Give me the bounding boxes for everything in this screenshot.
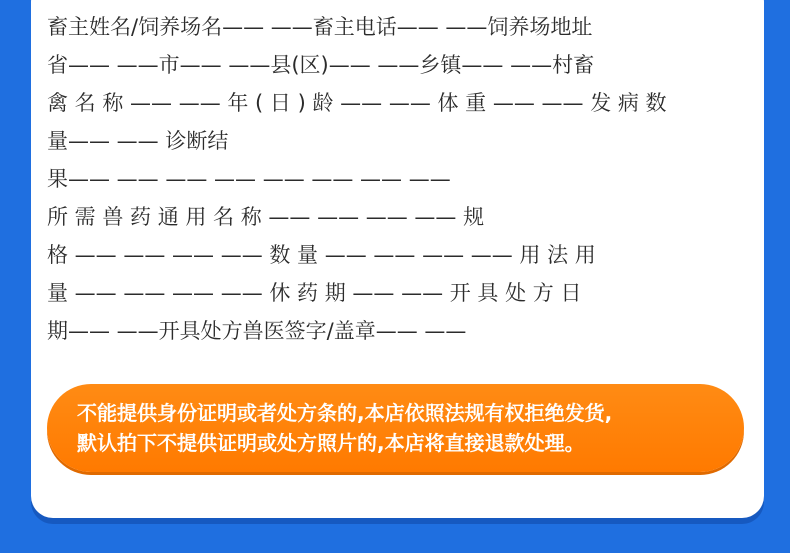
prescription-form — [47, 8, 745, 350]
notice-line-2: 默认拍下不提供证明或处方照片的,本店将直接退款处理。 — [77, 431, 585, 455]
form-line-spec: 格 —— —— —— —— 数 量 —— —— —— —— 用 法 用 — [47, 243, 596, 267]
form-line-signature: 期—— ——开具处方兽医签字/盖章—— —— — [47, 319, 467, 343]
form-line-owner: 畜主姓名/饲养场名—— ——畜主电话—— ——饲养场地址 — [47, 15, 593, 39]
form-line-diagnosis: 果—— —— —— —— —— —— —— —— — [47, 167, 451, 191]
form-line-animal: 禽 名 称 —— —— 年 ( 日 ) 龄 —— —— 体 重 —— —— 发 病 数 — [47, 91, 667, 115]
form-line-count: 量—— —— 诊断结 — [47, 129, 229, 153]
notice-banner — [47, 384, 744, 472]
form-line-address: 省—— ——市—— ——县(区)—— ——乡镇—— ——村畜 — [47, 53, 595, 77]
notice-line-1: 不能提供身份证明或者处方条的,本店依照法规有权拒绝发货, — [77, 401, 613, 425]
form-line-withdrawal: 量 —— —— —— —— 休 药 期 —— —— 开 具 处 方 日 — [47, 281, 582, 305]
form-line-drug-name: 所 需 兽 药 通 用 名 称 —— —— —— —— 规 — [47, 205, 485, 229]
